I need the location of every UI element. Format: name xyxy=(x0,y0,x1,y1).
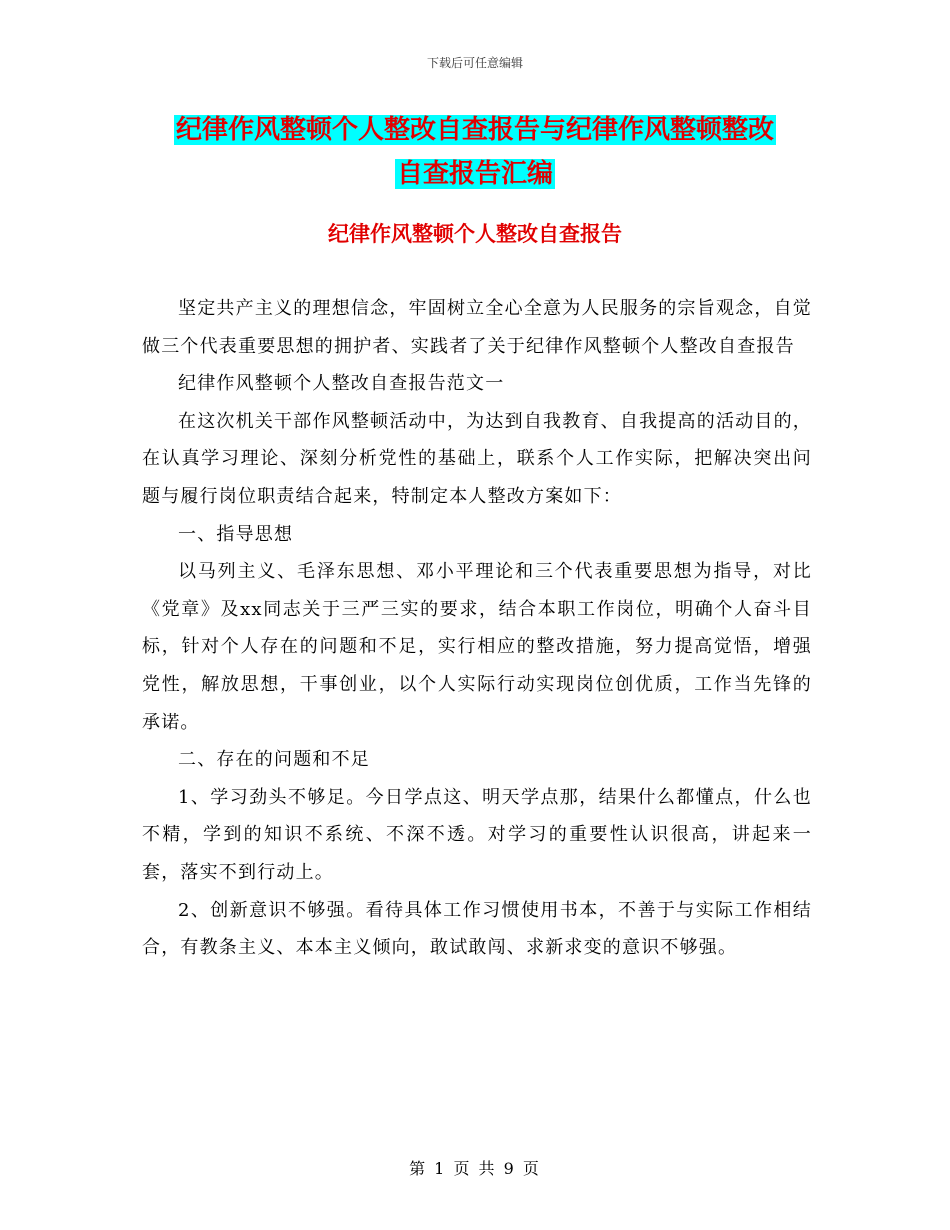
paragraph: 一、指导思想 xyxy=(178,523,294,545)
paragraph: 以马列主义、毛泽东思想、邓小平理论和三个代表重要思想为指导，对比《党章》及xx同志关于三严三实的要求，结合本职工作岗位，明确个人奋斗目标，针对个人存在的问题和不足，实行相应的整改措施，努力提高觉悟，增强党性，解放思想，干事创业，以个人实际行动实现岗位创优质，工作当先锋的承诺。 xyxy=(142,561,812,733)
title-line-2: 自查报告汇编 xyxy=(396,159,553,189)
paragraph: 2、创新意识不够强。看待具体工作习惯使用书本，不善于与实际工作相结合，有教条主义、本本主义倾向，敢试敢闯、求新求变的意识不够强。 xyxy=(142,899,812,959)
section-title: 纪律作风整顿个人整改自查报告 xyxy=(328,222,622,246)
paragraph: 坚定共产主义的理想信念，牢固树立全心全意为人民服务的宗旨观念，自觉做三个代表重要思想的拥护者、实践者了关于纪律作风整顿个人整改自查报告 xyxy=(142,298,812,357)
paragraph: 二、存在的问题和不足 xyxy=(178,749,370,771)
paragraph: 1、学习劲头不够足。今日学点这、明天学点那，结果什么都懂点，什么也不精，学到的知识不系统、不深不透。对学习的重要性认识很高，讲起来一套，落实不到行动上。 xyxy=(142,786,812,883)
paragraph: 纪律作风整顿个人整改自查报告范文一 xyxy=(178,373,505,395)
header-note: 下载后可任意编辑 xyxy=(426,56,523,70)
title-line-1: 纪律作风整顿个人整改自查报告与纪律作风整顿整改 xyxy=(175,115,774,145)
paragraph: 在这次机关干部作风整顿活动中，为达到自我教育、自我提高的活动目的，在认真学习理论、深刻分析党性的基础上，联系个人工作实际，把解决突出问题与履行岗位职责结合起来，特制定本人整改方案如下： xyxy=(142,410,812,507)
page-number: 第 1 页 共 9 页 xyxy=(409,1159,541,1178)
document-body xyxy=(142,290,812,967)
document-title xyxy=(0,108,950,196)
